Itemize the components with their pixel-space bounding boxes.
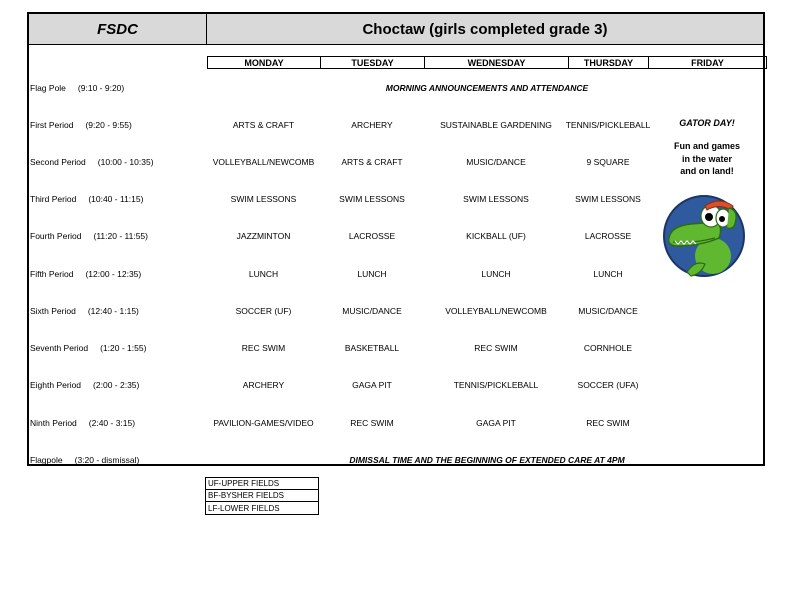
activity-cell: VOLLEYBALL/NEWCOMB [212,157,315,167]
period-name: Fourth Period [30,231,82,241]
activity-cell: ARCHERY [351,120,393,130]
activity-cell: GAGA PIT [352,380,392,390]
period-time: (10:00 - 10:35) [97,157,154,167]
period-label [30,413,205,433]
activity-cell: VOLLEYBALL/NEWCOMB [445,306,547,316]
period-time: (9:10 - 9:20) [77,83,125,93]
activity-cell: SUSTAINABLE GARDENING [440,120,552,130]
activity-cell: LUNCH [357,269,387,279]
period-label [30,115,205,135]
page-title: Choctaw (girls completed grade 3) [362,20,608,38]
period-label [30,78,205,98]
activity-cell: MUSIC/DANCE [466,157,526,167]
activity-cell: LUNCH [593,269,623,279]
activity-cell: KICKBALL (UF) [466,231,526,241]
period-row [29,338,763,358]
period-name: Ninth Period [30,418,77,428]
period-label [30,226,205,246]
period-row [29,264,763,284]
period-time: (9:20 - 9:55) [85,120,132,130]
period-name: Flagpole [30,455,63,465]
day-header-friday: FRIDAY [648,56,767,69]
gator-day-title: GATOR DAY! [679,118,735,128]
activity-cell: ARCHERY [242,380,285,390]
activity-cell: LACROSSE [584,231,632,241]
period-name: Second Period [30,157,86,167]
period-time: (3:20 - dismissal) [74,455,140,465]
friday-line: in the water [681,153,732,164]
period-name: Seventh Period [30,343,89,353]
period-row [29,189,763,209]
org-name: FSDC [29,14,207,44]
header-bar [29,14,763,45]
field-legend [205,477,319,515]
period-row [29,226,763,246]
period-name: Third Period [30,194,77,204]
activity-cell: TENNIS/PICKLEBALL [565,120,651,130]
friday-line: Fun and games [673,141,740,151]
period-row [29,301,763,321]
day-header-tuesday: TUESDAY [320,56,424,69]
activity-cell: PAVILION-GAMES/VIDEO [213,418,314,428]
period-time: (1:20 - 1:55) [100,343,147,353]
period-row [29,413,763,433]
period-time: (2:00 - 2:35) [93,380,140,390]
period-label [30,338,205,358]
period-label [30,152,205,172]
activity-cell: SOCCER (UF) [235,306,292,316]
activity-cell: LUNCH [481,269,511,279]
announcement-banner: MORNING ANNOUNCEMENTS AND ATTENDANCE [385,83,589,93]
activity-cell: SWIM LESSONS [339,194,405,204]
period-time: (12:40 - 1:15) [87,306,139,316]
activity-cell: REC SWIM [586,418,630,428]
day-header-monday: MONDAY [207,56,320,69]
period-label [30,264,205,284]
activity-cell: 9 SQUARE [586,157,630,167]
period-time: (2:40 - 3:15) [88,418,136,428]
activity-cell: ARTS & CRAFT [341,157,403,167]
activity-cell: MUSIC/DANCE [342,306,402,316]
period-label [30,375,205,395]
activity-cell: REC SWIM [350,418,394,428]
activity-cell: JAZZMINTON [236,231,291,241]
activity-cell: CORNHOLE [583,343,633,353]
activity-cell: REC SWIM [241,343,286,353]
day-header-thursday: THURSDAY [568,56,648,69]
activity-cell: GAGA PIT [476,418,516,428]
period-time: (12:00 - 12:35) [85,269,142,279]
friday-line: and on land! [680,166,734,176]
period-label [30,189,205,209]
schedule-sheet [27,12,765,466]
activity-cell: ARTS & CRAFT [232,120,295,130]
period-name: Sixth Period [30,306,76,316]
period-name: Flag Pole [30,83,66,93]
legend-item: UF-UPPER FIELDS [206,478,318,490]
period-row [29,375,763,395]
activity-cell: LACROSSE [348,231,396,241]
activity-cell: SWIM LESSONS [230,194,297,204]
activity-cell: SOCCER (UFA) [577,380,639,390]
day-header-wednesday: WEDNESDAY [424,56,568,69]
period-name: Fifth Period [30,269,74,279]
activity-cell: SWIM LESSONS [575,194,641,204]
legend-item: LF-LOWER FIELDS [208,503,280,513]
activity-cell: BASKETBALL [344,343,400,353]
period-time: (11:20 - 11:55) [93,231,148,241]
activity-cell: TENNIS/PICKLEBALL [453,380,539,390]
gator-mascot-icon [661,194,747,278]
period-row [29,78,763,98]
period-name: Eighth Period [30,380,82,390]
period-name: First Period [30,120,74,130]
activity-cell: SWIM LESSONS [463,194,529,204]
announcement-banner: DIMISSAL TIME AND THE BEGINNING OF EXTENDED CARE AT 4PM [349,455,625,465]
activity-cell: MUSIC/DANCE [578,306,638,316]
activity-cell: REC SWIM [474,343,518,353]
period-label [30,301,205,321]
period-label [30,450,205,470]
period-time: (10:40 - 11:15) [88,194,144,204]
friday-description [647,140,767,178]
activity-cell: LUNCH [248,269,279,279]
legend-item: BF-BYSHER FIELDS [206,490,318,502]
period-row [29,450,763,470]
